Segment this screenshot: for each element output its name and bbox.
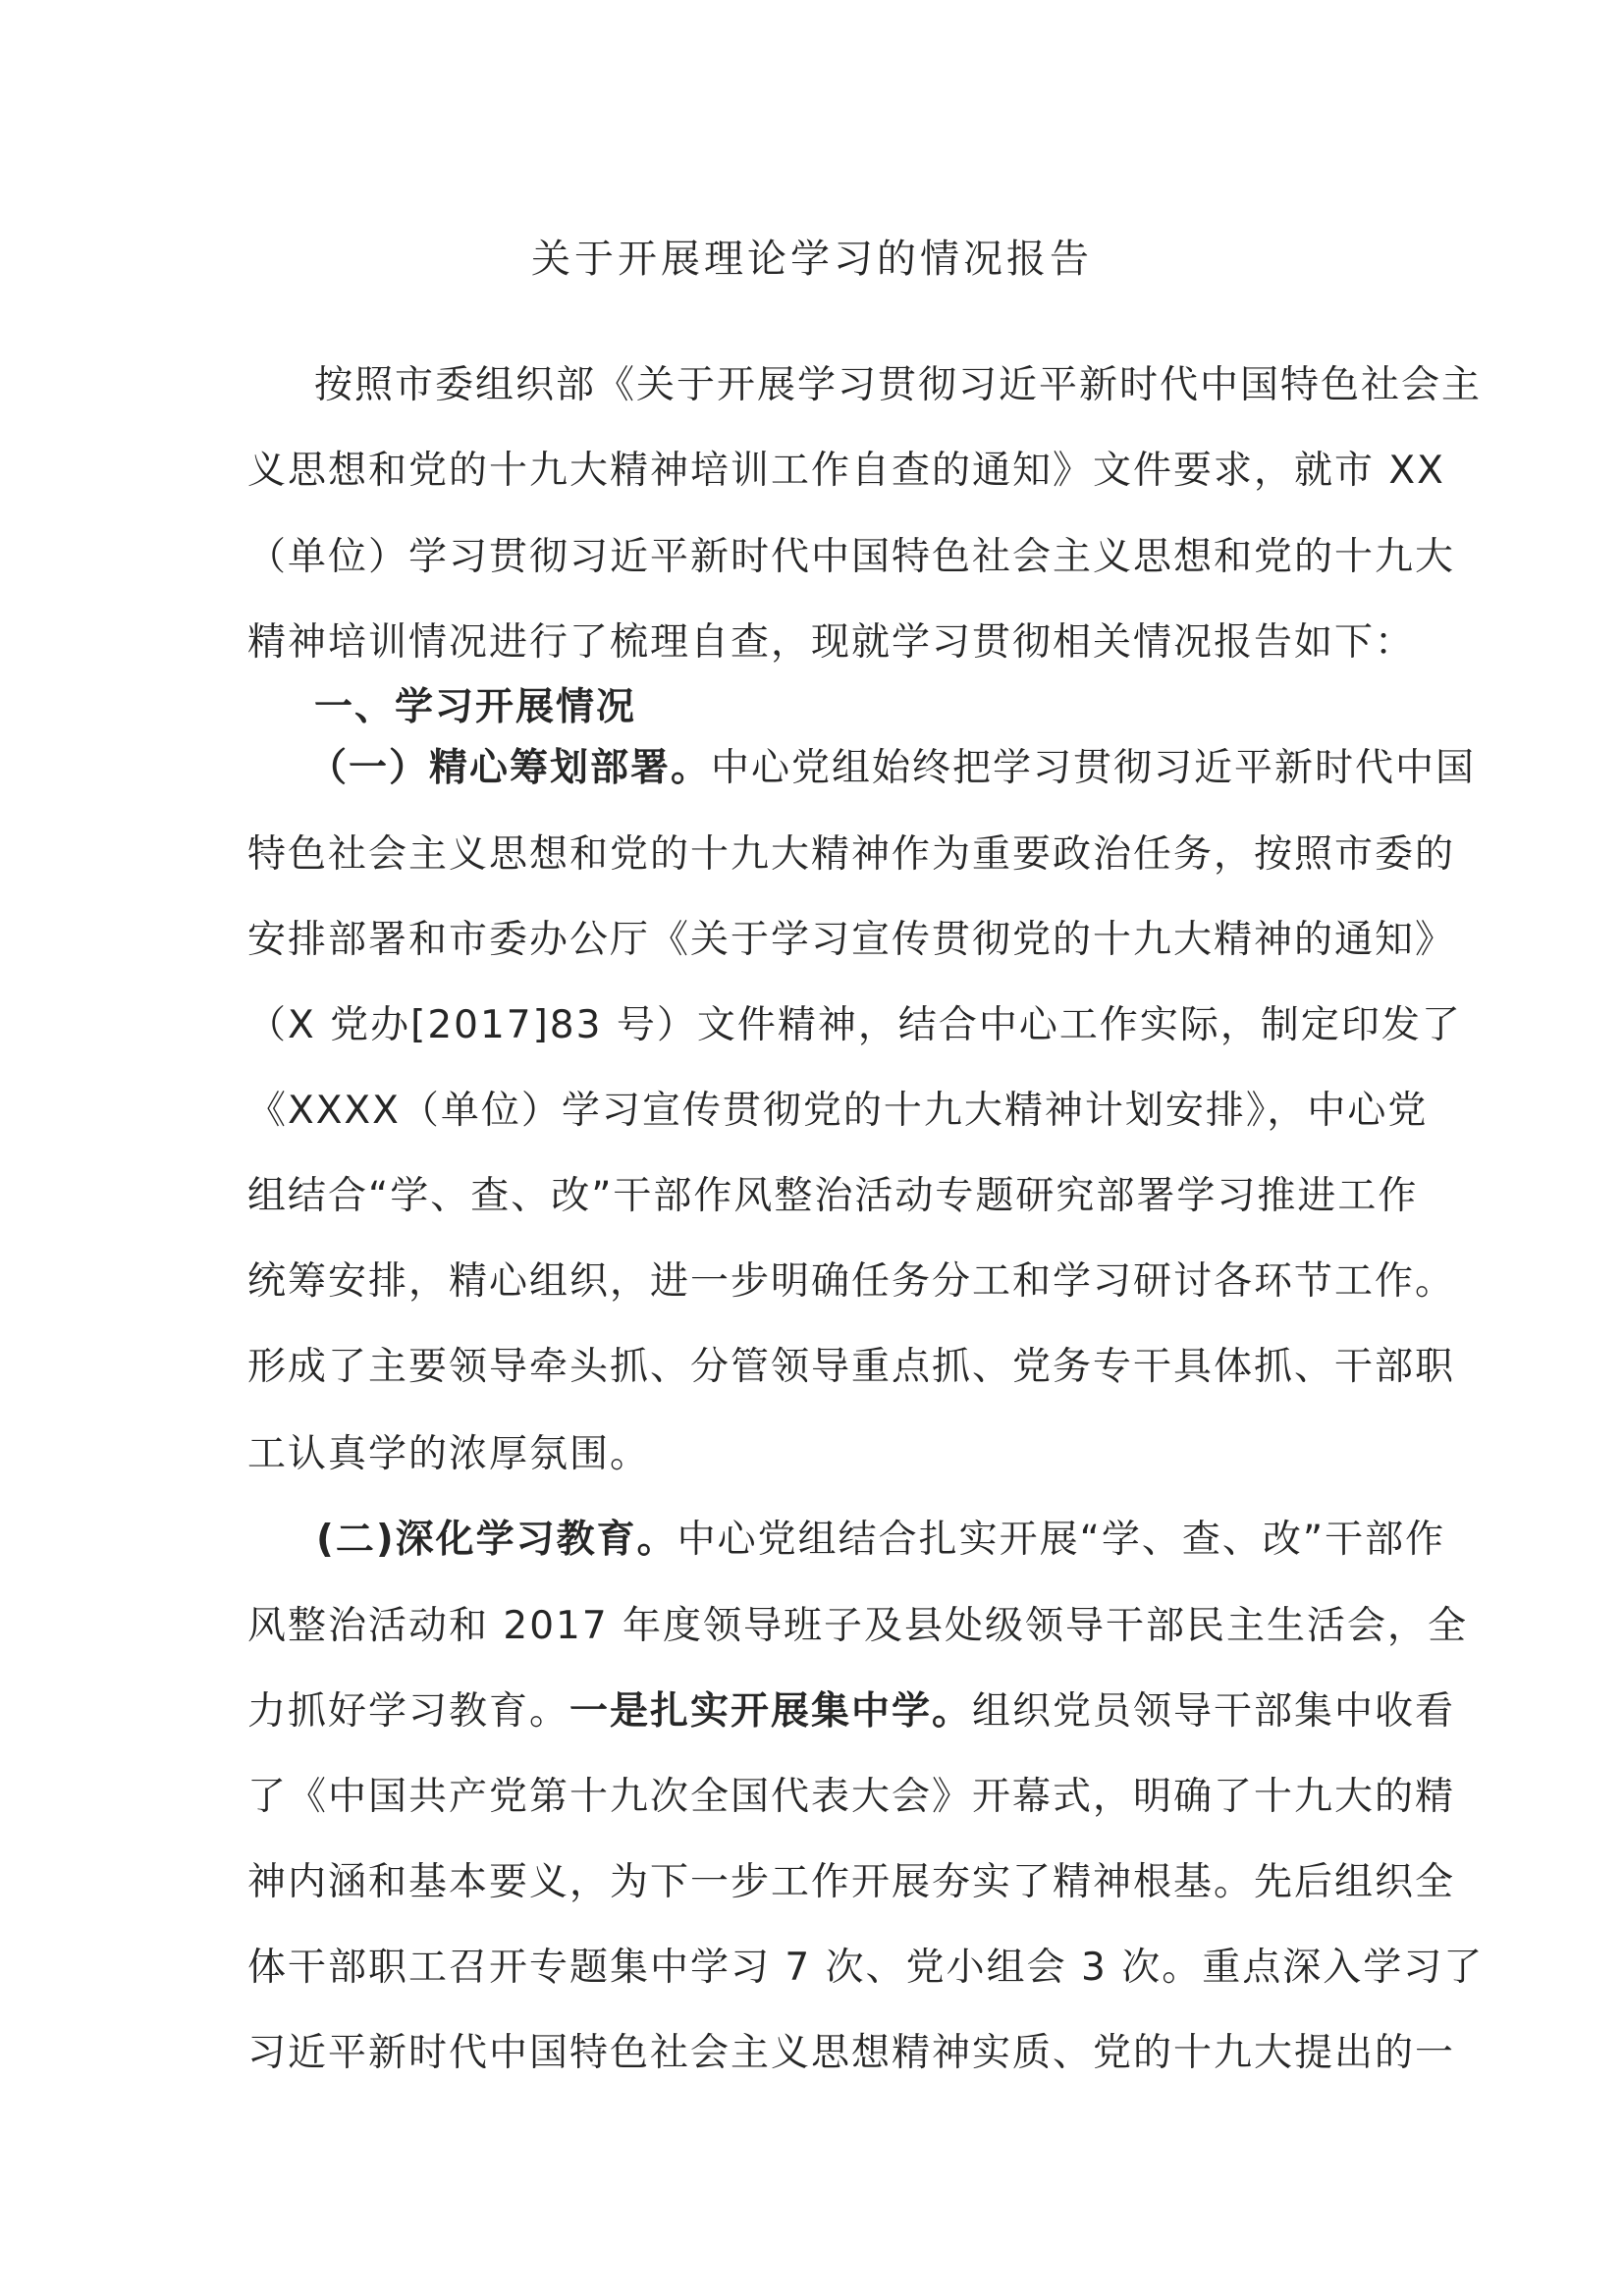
text-segment: 特色社会主义思想和党的十九大精神作为重要政治任务，按照市委的	[247, 832, 1456, 877]
text-segment: 神内涵和基本要义，为下一步工作开展夯实了精神根基。先后组织全	[247, 1860, 1456, 1904]
text-line	[247, 446, 1445, 497]
text-line	[247, 1857, 1456, 1908]
text-segment: 形成了主要领导牵头抓、分管领导重点抓、党务专干具体抓、干部职	[247, 1345, 1456, 1389]
text-segment: 按照市委组织部《关于开展学习贯彻习近平新时代中国特色社会主	[314, 363, 1483, 407]
document-title: 关于开展理论学习的情况报告	[531, 237, 1093, 282]
bold-text: 一、学习开展情况	[314, 685, 637, 729]
text-line	[247, 617, 1416, 668]
text-segment: 力抓好学习教育。	[247, 1689, 570, 1734]
text-line	[314, 682, 1386, 733]
text-line	[247, 1943, 1485, 1994]
text-line	[247, 532, 1456, 583]
text-segment: 精神培训情况进行了梳理自查，现就学习贯彻相关情况报告如下：	[247, 620, 1416, 665]
text-segment: 风整治活动和 2017 年度领导班子及县处级领导干部民主生活会，全	[247, 1604, 1469, 1648]
bold-text: (二)深化学习教育。	[316, 1518, 677, 1562]
bold-text: 一是扎实开展集中学。	[569, 1689, 973, 1734]
text-line	[247, 1601, 1469, 1652]
text-segment: 统筹安排，精心组织，进一步明确任务分工和学习研讨各环节工作。	[247, 1259, 1456, 1304]
text-segment: 安排部署和市委办公厅《关于学习宣传贯彻党的十九大精神的通知》	[247, 918, 1456, 962]
text-line	[316, 1515, 1446, 1566]
text-line	[247, 1342, 1456, 1393]
text-segment: 组织党员领导干部集中收看	[972, 1689, 1456, 1734]
text-line	[247, 1772, 1456, 1823]
text-line	[247, 1686, 1456, 1737]
text-segment: 中心党组始终把学习贯彻习近平新时代中国	[711, 746, 1477, 790]
bold-text: （一）精心筹划部署。	[308, 746, 712, 790]
text-segment: 工认真学的浓厚氛围。	[247, 1432, 651, 1476]
text-line	[247, 1171, 1419, 1222]
text-line	[247, 1086, 1429, 1137]
text-segment: （X 党办[2017]83 号）文件精神，结合中心工作实际，制定印发了	[247, 1003, 1462, 1047]
text-segment: 体干部职工召开专题集中学习 7 次、党小组会 3 次。重点深入学习了	[247, 1946, 1485, 1990]
text-line	[247, 1429, 1386, 1480]
text-segment: 中心党组结合扎实开展“学、查、改”干部作	[677, 1518, 1446, 1562]
text-line	[247, 915, 1456, 966]
text-line	[247, 829, 1456, 881]
text-line	[247, 1256, 1456, 1308]
text-segment: 组结合“学、查、改”干部作风整治活动专题研究部署学习推进工作	[247, 1174, 1419, 1218]
text-line	[247, 2028, 1456, 2079]
text-line	[314, 360, 1483, 411]
text-segment: 了《中国共产党第十九次全国代表大会》开幕式，明确了十九大的精	[247, 1775, 1456, 1819]
text-line	[308, 743, 1477, 794]
text-segment: （单位）学习贯彻习近平新时代中国特色社会主义思想和党的十九大	[247, 535, 1456, 579]
text-segment: 习近平新时代中国特色社会主义思想精神实质、党的十九大提出的一	[247, 2031, 1456, 2075]
text-line	[247, 1000, 1462, 1051]
text-segment: 义思想和党的十九大精神培训工作自查的通知》文件要求，就市 XX	[247, 449, 1445, 493]
text-segment: 《XXXX（单位）学习宣传贯彻党的十九大精神计划安排》，中心党	[247, 1089, 1429, 1133]
